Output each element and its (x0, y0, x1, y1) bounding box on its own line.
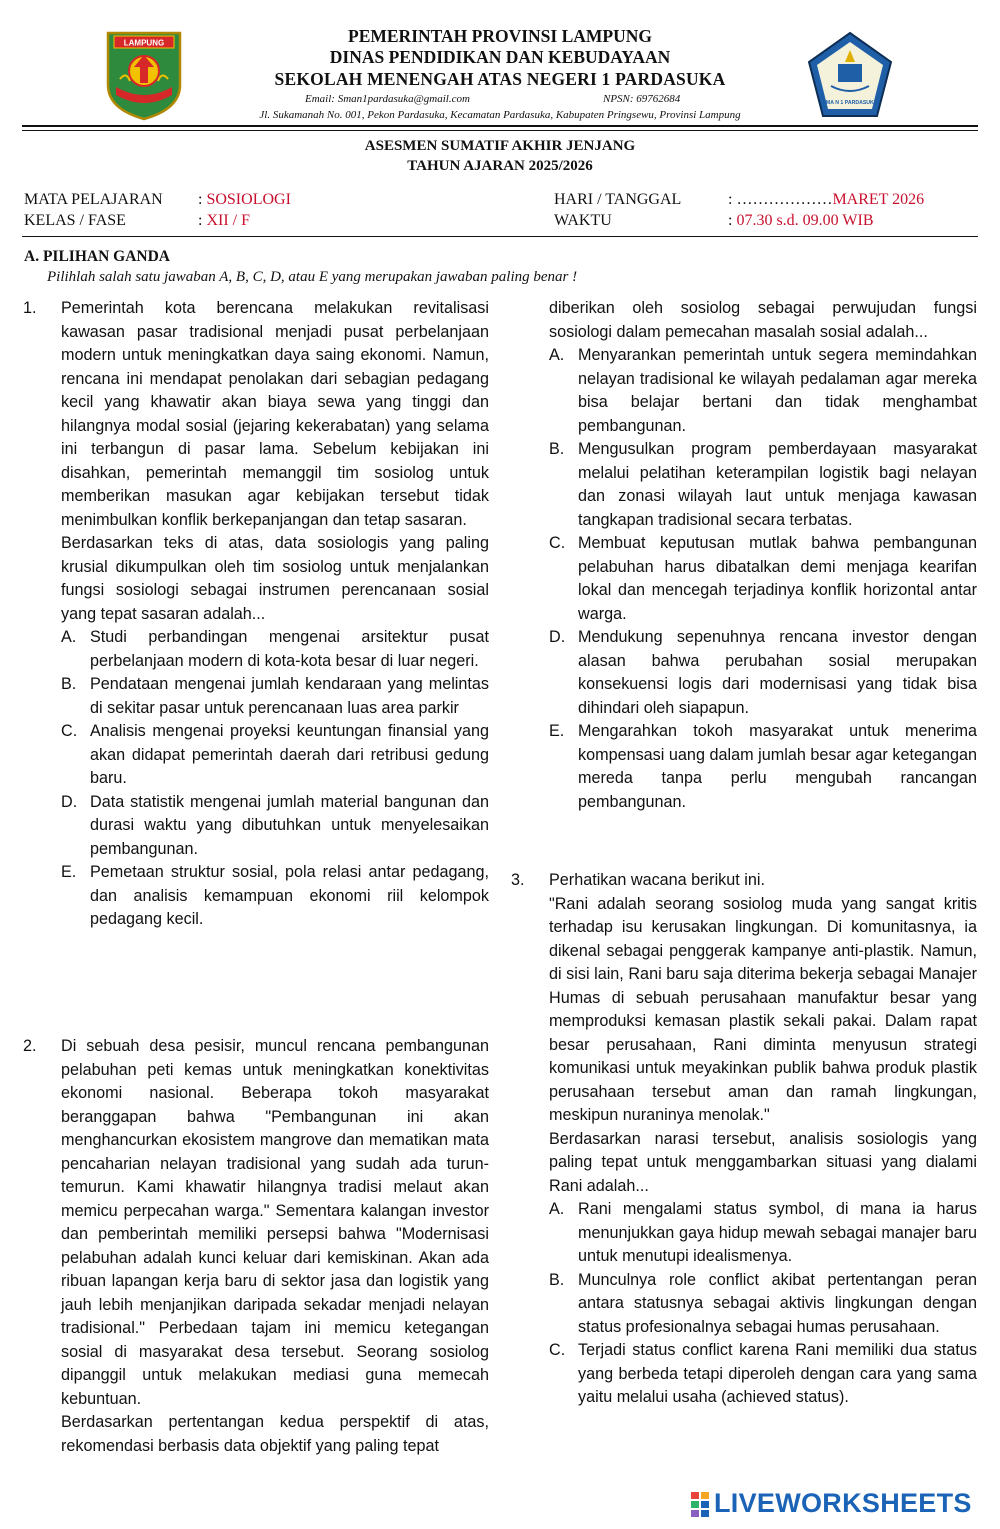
option-c[interactable] (61, 720, 489, 791)
liveworksheets-watermark[interactable] (690, 1488, 972, 1519)
section-instruction: Pilihlah salah satu jawaban A, B, C, D, atau E yang merupakan jawaban paling benar ! (47, 269, 578, 285)
option-letter: C. (61, 722, 78, 740)
school-address: Jl. Sukamanah No. 001, Pekon Pardasuka, Kecamatan Pardasuka, Kabupaten Pringsewu, Provinsi Lampung (259, 109, 741, 121)
question-number: 2. (23, 1037, 37, 1055)
question-number: 3. (511, 871, 525, 889)
option-text: Mengusulkan program pemberdayaan masyarakat melalui pelatihan keterampilan logistik bagi nelayan dan zonasi wilayah laut untuk menjaga kawasan tangkapan tradisional secara terbatas. (578, 440, 977, 529)
school-logo-icon (805, 30, 895, 122)
school-logo-label: SMA N 1 PARDASUKA (822, 100, 878, 106)
option-letter: A. (549, 346, 565, 364)
colon: : (198, 191, 203, 208)
time-label: WAKTU (554, 212, 612, 229)
question-2-continued (549, 297, 977, 814)
question-passage: "Rani adalah seorang sosiolog muda yang sangat kritis terhadap isu kerusakan lingkungan. Di komunitasnya, ia dikenal sebagai penggerak kampanye anti-plastik. Namun, di sisi lain, Rani baru saja diterima bekerja sebagai Manajer Humas di sebuah perusahaan manufaktur besar yang memproduksi kemasan plastik sekali pakai. Dalam rapat besar perusahaan, Rani diminta menyusun strategi komunikasi untuk meyakinkan publik bahwa produk plastik perusahaan tersebut aman dan ramah lingkungan, meskipun nuraninya menolak." (549, 894, 977, 1124)
option-letter: B. (61, 675, 77, 693)
emblem-label: LAMPUNG (123, 38, 165, 48)
option-letter: A. (61, 628, 77, 646)
info-divider (22, 236, 978, 237)
option-b[interactable] (549, 438, 977, 532)
option-a[interactable] (61, 626, 489, 673)
day-date-value (728, 190, 924, 210)
class-text: XII / F (206, 212, 251, 229)
question-1 (23, 297, 489, 932)
option-text: Mengarahkan tokoh masyarakat untuk menerima kompensasi uang dalam jumlah besar agar ketegangan mereda tanpa perlu mengubah rancangan pembangunan. (578, 722, 977, 811)
liveworksheets-logo-icon (690, 1490, 710, 1518)
question-prompt: Berdasarkan teks di atas, data sosiologis yang paling krusial dikumpulkan oleh tim sosiolog untuk menjalankan fungsi sosiologi sebagai instrumen perencanaan sosial yang tepat sasaran adalah... (61, 534, 489, 623)
time-text: 07.30 s.d. 09.00 WIB (736, 212, 874, 229)
option-letter: B. (549, 1270, 565, 1289)
option-letter: C. (549, 1341, 566, 1359)
day-date-text: MARET 2026 (832, 191, 925, 208)
option-text: Pendataan mengenai jumlah kendaraan yang melintas di sekitar pasar untuk perencanaan luas area parkir (90, 675, 489, 717)
day-date-blank: ……………… (736, 191, 833, 208)
question-intro: Perhatikan wacana berikut ini. (549, 871, 765, 889)
question-prompt: Berdasarkan pertentangan kedua perspektif di atas, rekomendasi berbasis data objektif yang paling tepat (61, 1413, 489, 1455)
subject-label: MATA PELAJARAN (24, 191, 163, 208)
option-a[interactable] (549, 344, 977, 438)
school-npsn: NPSN: 69762684 (603, 93, 681, 105)
option-d[interactable] (549, 626, 977, 720)
letterhead-divider (22, 125, 978, 127)
colon: : (728, 212, 733, 229)
option-b[interactable] (61, 673, 489, 720)
option-text: Terjadi status conflict karena Rani memiliki dua status yang berbeda tetapi diperoleh dengan cara yang sama yaitu melalui usaha (achieved status). (578, 1341, 977, 1406)
option-a[interactable] (549, 1198, 977, 1269)
question-prompt-continued: diberikan oleh sosiolog sebagai perwujudan fungsi sosiologi dalam pemecahan masalah sosial adalah... (549, 299, 977, 341)
option-text: Studi perbandingan mengenai arsitektur pusat perbelanjaan modern di kota-kota besar di luar negeri. (90, 628, 489, 670)
section-title: A. PILIHAN GANDA (24, 248, 170, 265)
option-letter: E. (61, 863, 77, 881)
school-email: Email: Sman1pardasuka@gmail.com (305, 93, 470, 105)
option-e[interactable] (549, 720, 977, 814)
exam-year: TAHUN AJARAN 2025/2026 (407, 158, 593, 174)
lampung-province-emblem-icon (104, 27, 184, 121)
question-3 (511, 869, 977, 1410)
option-letter: D. (61, 792, 78, 811)
option-text: Rani mengalami status symbol, di mana ia harus menunjukkan gaya hidup mewah sebagai manajer baru untuk menutupi idealismenya. (578, 1200, 977, 1265)
subject-text: SOSIOLOGI (206, 191, 291, 208)
government-name: PEMERINTAH PROVINSI LAMPUNG (348, 26, 652, 46)
option-c[interactable] (549, 1339, 977, 1410)
question-stem: Di sebuah desa pesisir, muncul rencana pembangunan pelabuhan peti kemas untuk meningkatkan konektivitas ekonomi nasional. Beberapa tokoh masyarakat beranggapan bahwa "Pembangunan ini akan menghancurkan ekosistem mangrove dan mematikan mata pencaharian nelayan tradisional yang sudah ada turun-temurun. Kami khawatir hilangnya tradisi melaut akan memicu perpecahan warga." Sementara kalangan investor dan pemberintah memiliki persepsi bahwa "Modernisasi pelabuhan adalah kunci keluar dari kemiskinan. Akan ada ribuan lapangan kerja baru di sektor jasa dan logistik yang jauh lebih menjanjikan daripada sekadar menjadi nelayan tradisional." Perbedaan tajam ini memicu ketegangan sosial di masyarakat desa tersebut. Seorang sosiolog dipanggil untuk melakukan mediasi guna memecah kebuntuan. (61, 1037, 489, 1408)
option-d[interactable] (61, 791, 489, 862)
exam-title: ASESMEN SUMATIF AKHIR JENJANG (364, 138, 636, 154)
day-date-label: HARI / TANGGAL (554, 191, 682, 208)
option-text: Data statistik mengenai jumlah material bangunan dan durasi waktu yang dibutuhkan untuk menyelesaikan pembangunan. (90, 792, 489, 858)
class-label: KELAS / FASE (24, 212, 126, 229)
colon: : (198, 212, 203, 229)
option-text: Menyarankan pemerintah untuk segera memindahkan nelayan tradisional ke wilayah pedalaman agar mereka bisa belajar bertani dan tidak menghambat pembangunan. (578, 346, 977, 435)
class-value (198, 211, 250, 231)
question-number: 1. (23, 299, 37, 317)
option-text: Mendukung sepenuhnya rencana investor dengan alasan bahwa perubahan sosial merupakan konsekuensi logis dari modernisasi yang tidak bisa dihindari oleh siapapun. (578, 628, 977, 717)
option-letter: D. (549, 628, 566, 646)
department-name: DINAS PENDIDIKAN DAN KEBUDAYAAN (329, 47, 671, 67)
option-text: Pemetaan struktur sosial, pola relasi antar pedagang, dan analisis kemampuan ekonomi riil kelompok pedagang kecil. (90, 863, 489, 928)
option-letter: C. (549, 534, 566, 552)
colon: : (728, 191, 733, 208)
school-name: SEKOLAH MENENGAH ATAS NEGERI 1 PARDASUKA (274, 69, 726, 89)
option-text: Membuat keputusan mutlak bahwa pembangunan pelabuhan harus dibatalkan demi menjaga kearifan lokal dan mencegah terjadinya konflik horizontal antar warga. (578, 534, 977, 623)
letterhead-divider-thin (22, 130, 978, 131)
option-letter: B. (549, 440, 565, 458)
option-c[interactable] (549, 532, 977, 626)
option-b[interactable] (549, 1269, 977, 1340)
time-value (728, 211, 874, 231)
subject-value (198, 190, 291, 210)
question-stem: Pemerintah kota berencana melakukan revitalisasi kawasan pasar tradisional menjadi pusat perbelanjaan modern untuk meningkatkan daya saing ekonomi. Namun, rencana ini mendapat penolakan dari sebagian pedagang kecil yang khawatir akan biaya sewa yang tinggi dan hilangnya modal sosial (jejaring kekerabatan) yang selama ini terbangun di pasar lama. Sebelum kebijakan ini disahkan, pemerintah memanggil tim sosiolog untuk memberikan masukan agar kebijakan tersebut tidak menimbulkan konflik berkepanjangan dan tetap sasaran. (61, 299, 489, 529)
option-letter: A. (549, 1200, 565, 1218)
question-2 (23, 1035, 489, 1458)
watermark-text: LIVEWORKSHEETS (714, 1488, 972, 1518)
option-e[interactable] (61, 861, 489, 932)
option-text: Analisis mengenai proyeksi keuntungan finansial yang akan didapat pemerintah daerah dari retribusi gedung baru. (90, 722, 489, 787)
question-prompt: Berdasarkan narasi tersebut, analisis sosiologis yang paling tepat untuk menggambarkan situasi yang dialami Rani adalah... (549, 1129, 977, 1195)
option-text: Munculnya role conflict akibat pertentangan peran antara statusnya sebagai aktivis lingkungan dengan status profesionalnya sebagai humas perusahaan. (578, 1270, 977, 1336)
option-letter: E. (549, 722, 565, 740)
